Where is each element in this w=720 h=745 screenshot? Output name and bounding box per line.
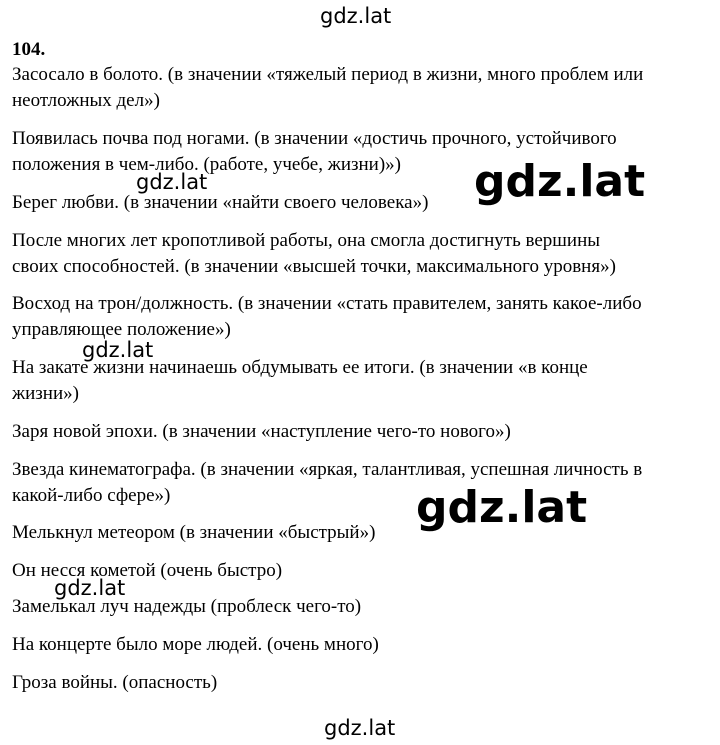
paragraph-8: [12, 457, 712, 509]
paragraph-line: Мелькнул метеором (в значении «быстрый»): [12, 522, 376, 543]
paragraph-line: жизни»): [12, 383, 79, 404]
paragraph-line: положения в чем-либо. (работе, учебе, жизни)»): [12, 154, 401, 175]
paragraph-line: Звезда кинематографа. (в значении «яркая, талантливая, успешная личность в: [12, 459, 643, 480]
paragraph-line: Он несся кометой (очень быстро): [12, 560, 283, 581]
paragraph-line: Замелькал луч надежды (проблеск чего-то): [12, 596, 362, 617]
paragraph-line: После многих лет кропотливой работы, она смогла достигнуть вершины: [12, 230, 601, 251]
paragraph-line: Засосало в болото. (в значении «тяжелый период в жизни, много проблем или: [12, 64, 644, 85]
paragraph-line: Гроза войны. (опасность): [12, 672, 218, 693]
paragraph-12: [12, 632, 712, 658]
watermark-small-2: gdz.lat: [82, 338, 154, 362]
paragraph-line: неотложных дел»): [12, 90, 160, 111]
paragraph-line: Восход на трон/должность. (в значении «стать правителем, занять какое-либо: [12, 293, 642, 314]
paragraph-1: [12, 62, 712, 114]
paragraph-line: Появилась почва под ногами. (в значении «достичь прочного, устойчивого: [12, 128, 617, 149]
watermark-small-3: gdz.lat: [54, 576, 126, 600]
paragraph-13: [12, 670, 712, 696]
paragraph-6: [12, 355, 712, 407]
task-number: 104.: [12, 39, 46, 60]
watermark-bottom: gdz.lat: [324, 716, 396, 740]
paragraph-line: На концерте было море людей. (очень много): [12, 634, 379, 655]
paragraph-5: [12, 291, 712, 343]
paragraph-line: какой-либо сфере»): [12, 485, 171, 506]
paragraph-line: Берег любви. (в значении «найти своего человека»): [12, 192, 429, 213]
paragraph-line: Заря новой эпохи. (в значении «наступление чего-то нового»): [12, 421, 511, 442]
paragraph-line: На закате жизни начинаешь обдумывать ее итоги. (в значении «в конце: [12, 357, 588, 378]
paragraph-9: [12, 520, 712, 546]
watermark-top: gdz.lat: [320, 4, 392, 28]
paragraph-line: управляющее положение»): [12, 319, 231, 340]
paragraph-4: [12, 228, 712, 280]
paragraph-line: своих способностей. (в значении «высшей точки, максимального уровня»): [12, 256, 616, 277]
watermark-large-2: gdz.lat: [412, 486, 591, 530]
watermark-large-1: gdz.lat: [470, 160, 649, 204]
watermark-small-1: gdz.lat: [136, 170, 208, 194]
paragraph-7: [12, 419, 712, 445]
